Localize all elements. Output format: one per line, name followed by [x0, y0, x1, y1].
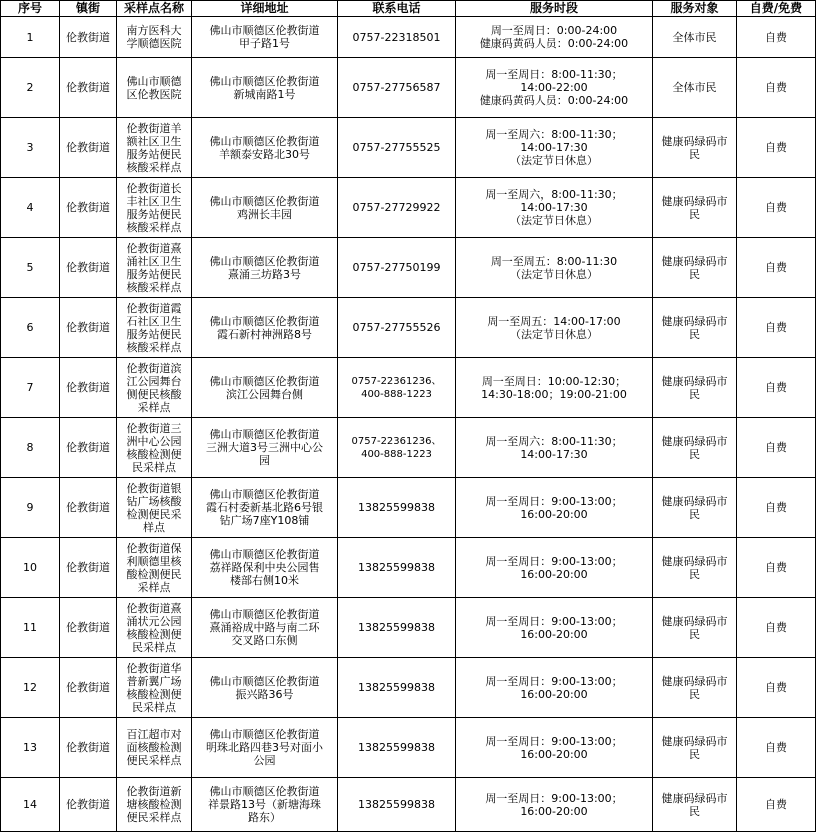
cell-address-line: 佛山市顺德区伦教街道 — [209, 74, 320, 88]
cell-address-line: 滨江公园舞台侧 — [226, 387, 303, 401]
cell-target — [653, 358, 737, 418]
cell-address-line: 佛山市顺德区伦教街道 — [209, 548, 320, 561]
cell-target-line: 健康码绿码市 — [661, 554, 728, 568]
cell-hours — [456, 598, 653, 658]
table-row — [1, 358, 816, 418]
cell-address-line: 路东） — [248, 811, 281, 824]
cell-street: 伦教街道 — [60, 238, 117, 298]
cell-address — [192, 778, 338, 832]
cell-fee: 自费 — [737, 58, 816, 118]
cell-no: 13 — [1, 718, 60, 778]
cell-name-line: 伦教街道银 — [126, 481, 182, 495]
cell-hours-line: 16:00-20:00 — [520, 687, 588, 701]
cell-hours-line: （法定节日休息） — [510, 154, 598, 167]
header-row — [1, 1, 816, 17]
cell-name-line: 服务站便民 — [126, 327, 182, 341]
cell-no: 11 — [1, 598, 60, 658]
cell-target-line: 民 — [689, 207, 700, 221]
cell-target-line: 民 — [689, 267, 700, 281]
cell-address — [192, 478, 338, 538]
cell-name-line: 核酸检测便 — [126, 627, 182, 641]
cell-address-line: 佛山市顺德区伦教街道 — [209, 134, 320, 148]
cell-name-line: 利顺德里核 — [126, 554, 182, 568]
cell-target-line: 健康码绿码市 — [661, 434, 728, 448]
cell-hours — [456, 178, 653, 238]
cell-address-line: 园 — [259, 454, 270, 467]
cell-hours-line: 周一至周日：9:00-13:00； — [485, 791, 623, 805]
cell-address-line: 三洲大道3号三洲中心公 — [206, 441, 323, 454]
cell-name — [117, 598, 192, 658]
cell-fee: 自费 — [737, 538, 816, 598]
cell-phone — [338, 418, 456, 478]
cell-phone-line: 0757-22318501 — [352, 30, 441, 44]
cell-no: 6 — [1, 298, 60, 358]
cell-address — [192, 358, 338, 418]
cell-name-line: 核酸采样点 — [126, 280, 182, 294]
cell-hours-line: （法定节日休息） — [510, 214, 598, 227]
cell-name-line: 伦教街道霞 — [126, 301, 182, 315]
cell-hours — [456, 418, 653, 478]
cell-no: 10 — [1, 538, 60, 598]
cell-address — [192, 658, 338, 718]
cell-street: 伦教街道 — [60, 118, 117, 178]
cell-name-line: 洲中心公园 — [126, 434, 182, 448]
cell-target-line: 民 — [689, 147, 700, 161]
cell-address-line: 佛山市顺德区伦教街道 — [209, 194, 320, 208]
cell-phone — [338, 718, 456, 778]
cell-name — [117, 58, 192, 118]
cell-address — [192, 118, 338, 178]
cell-name-line: 塘核酸检测 — [126, 798, 182, 811]
table-row — [1, 298, 816, 358]
cell-hours-line: 健康码黄码人员：0:00-24:00 — [479, 37, 629, 50]
cell-street: 伦教街道 — [60, 418, 117, 478]
cell-hours-line: 周一至周日：8:00-11:30； — [485, 68, 623, 81]
cell-name-line: 石社区卫生 — [126, 314, 182, 328]
header-fee: 自费/免费 — [737, 1, 816, 17]
cell-hours-line: 周一至周日：9:00-13:00； — [485, 494, 623, 508]
cell-target-line: 民 — [689, 804, 700, 818]
cell-phone — [338, 118, 456, 178]
cell-address-line: 熹涌裕成中路与南二环 — [209, 621, 320, 634]
cell-target — [653, 538, 737, 598]
cell-phone — [338, 598, 456, 658]
table-row — [1, 478, 816, 538]
cell-address-line: 祥景路13号（新塘海珠 — [208, 798, 321, 811]
cell-target-line: 健康码绿码市 — [661, 374, 728, 388]
cell-hours-line: （法定节日休息） — [510, 327, 598, 341]
cell-name-line: 伦教街道滨 — [126, 361, 182, 375]
cell-fee: 自费 — [737, 418, 816, 478]
header-no: 序号 — [1, 1, 60, 17]
cell-no: 8 — [1, 418, 60, 478]
table-row — [1, 17, 816, 58]
cell-street: 伦教街道 — [60, 778, 117, 832]
cell-address-line: 新城南路1号 — [233, 87, 296, 101]
cell-street: 伦教街道 — [60, 718, 117, 778]
cell-hours — [456, 298, 653, 358]
cell-name-line: 丰社区卫生 — [126, 194, 182, 208]
cell-target-line: 民 — [689, 747, 700, 761]
cell-address-line: 佛山市顺德区伦教街道 — [209, 488, 320, 501]
cell-street: 伦教街道 — [60, 478, 117, 538]
cell-hours — [456, 17, 653, 58]
cell-target-line: 健康码绿码市 — [661, 734, 728, 748]
cell-fee: 自费 — [737, 17, 816, 58]
cell-phone-line: 13825599838 — [358, 621, 435, 634]
cell-name-line: 样点 — [143, 520, 165, 534]
cell-hours-line: 周一至周日：9:00-13:00； — [485, 734, 623, 748]
cell-address-line: 佛山市顺德区伦教街道 — [209, 254, 320, 268]
cell-address — [192, 17, 338, 58]
cell-phone-line: 0757-27750199 — [352, 261, 441, 274]
cell-address-line: 霞石村委新基北路6号银 — [206, 501, 323, 514]
cell-hours-line: 16:00-20:00 — [520, 747, 588, 761]
cell-hours-line: 14:00-17:30 — [520, 201, 588, 214]
cell-name-line: 服务站便民 — [126, 207, 182, 221]
cell-hours-line: 周一至周五：8:00-11:30 — [490, 254, 618, 268]
cell-target-line: 民 — [689, 327, 700, 341]
cell-address-line: 羊额泰安路北30号 — [219, 147, 310, 161]
cell-street: 伦教街道 — [60, 658, 117, 718]
cell-name-line: 伦教街道熹 — [126, 241, 182, 255]
cell-address-line: 霞石新村神洲路8号 — [217, 327, 312, 341]
table-row — [1, 58, 816, 118]
cell-no: 2 — [1, 58, 60, 118]
cell-phone-line: 13825599838 — [358, 561, 435, 574]
cell-fee: 自费 — [737, 358, 816, 418]
cell-phone-line: 0757-27756587 — [352, 81, 441, 94]
cell-name-line: 额社区卫生 — [126, 134, 182, 148]
cell-address-line: 钻广场7座Y108铺 — [219, 514, 310, 527]
cell-target-line: 健康码绿码市 — [661, 614, 728, 628]
cell-name — [117, 778, 192, 832]
cell-no: 14 — [1, 778, 60, 832]
cell-name-line: 伦教街道保 — [126, 541, 182, 555]
cell-name — [117, 17, 192, 58]
cell-no: 4 — [1, 178, 60, 238]
cell-name-line: 核酸检测便 — [126, 447, 182, 461]
cell-address — [192, 718, 338, 778]
cell-phone — [338, 538, 456, 598]
cell-target-line: 民 — [689, 567, 700, 581]
cell-hours-line: 周一至周日：9:00-13:00； — [485, 554, 623, 568]
cell-phone-line: 400-888-1223 — [361, 448, 432, 460]
header-phone: 联系电话 — [338, 1, 456, 17]
cell-target-line: 健康码绿码市 — [661, 494, 728, 508]
cell-hours-line: 周一至周日：0:00-24:00 — [490, 24, 618, 37]
cell-fee: 自费 — [737, 478, 816, 538]
cell-name — [117, 298, 192, 358]
cell-no: 3 — [1, 118, 60, 178]
cell-address-line: 振兴路36号 — [235, 687, 294, 701]
cell-street: 伦教街道 — [60, 598, 117, 658]
cell-target-line: 民 — [689, 447, 700, 461]
cell-address — [192, 238, 338, 298]
cell-target — [653, 658, 737, 718]
cell-target-line: 健康码绿码市 — [661, 791, 728, 805]
cell-target-line: 全体市民 — [672, 30, 717, 44]
cell-phone-line: 0757-22361236、 — [351, 435, 442, 447]
cell-name — [117, 358, 192, 418]
cell-address-line: 公园 — [253, 754, 276, 767]
cell-name-line: 百江超市对 — [126, 728, 182, 741]
cell-name — [117, 478, 192, 538]
table-row — [1, 598, 816, 658]
cell-street: 伦教街道 — [60, 538, 117, 598]
cell-address-line: 佛山市顺德区伦教街道 — [209, 785, 320, 798]
cell-name-line: 伦教街道华 — [126, 661, 182, 675]
cell-name-line: 酸检测便民 — [126, 567, 182, 581]
cell-address-line: 熹涌三坊路3号 — [228, 267, 301, 281]
cell-hours-line: 周一至周五：14:00-17:00 — [487, 314, 621, 328]
cell-phone — [338, 238, 456, 298]
cell-fee: 自费 — [737, 598, 816, 658]
cell-address-line: 荔祥路保利中央公园售 — [209, 561, 320, 574]
cell-address-line: 鸡洲长丰园 — [237, 207, 292, 221]
cell-hours-line: 14:00-17:30 — [520, 447, 588, 461]
cell-name-line: 伦教街道新 — [126, 785, 182, 798]
cell-hours-line: 周一至周六：8:00-11:30； — [485, 434, 623, 448]
cell-name-line: 区伦教医院 — [126, 87, 182, 101]
cell-name-line: 核酸采样点 — [126, 220, 182, 234]
cell-hours — [456, 358, 653, 418]
cell-name-line: 涌社区卫生 — [126, 254, 182, 268]
table-body — [1, 17, 816, 832]
cell-target — [653, 17, 737, 58]
cell-target — [653, 298, 737, 358]
cell-no: 12 — [1, 658, 60, 718]
cell-fee: 自费 — [737, 238, 816, 298]
cell-address — [192, 598, 338, 658]
cell-address-line: 交叉路口东侧 — [231, 634, 298, 647]
table-row — [1, 658, 816, 718]
cell-street: 伦教街道 — [60, 58, 117, 118]
cell-hours-line: 周一至周六，8:00-11:30； — [485, 188, 623, 201]
cell-phone — [338, 478, 456, 538]
cell-name-line: 服务站便民 — [126, 267, 182, 281]
cell-phone — [338, 658, 456, 718]
cell-street: 伦教街道 — [60, 298, 117, 358]
cell-name-line: 民采样点 — [132, 640, 176, 654]
cell-fee: 自费 — [737, 658, 816, 718]
cell-phone-line: 0757-27755525 — [352, 141, 441, 154]
cell-hours — [456, 478, 653, 538]
cell-hours-line: 16:00-20:00 — [520, 567, 588, 581]
cell-address-line: 佛山市顺德区伦教街道 — [209, 728, 320, 741]
cell-name-line: 南方医科大 — [126, 24, 182, 37]
cell-name-line: 采样点 — [137, 580, 171, 594]
cell-fee: 自费 — [737, 118, 816, 178]
cell-address-line: 佛山市顺德区伦教街道 — [209, 374, 320, 388]
cell-no: 1 — [1, 17, 60, 58]
cell-phone-line: 0757-22361236、 — [351, 375, 442, 387]
cell-target — [653, 178, 737, 238]
cell-name-line: 钻广场核酸 — [126, 494, 182, 508]
cell-address-line: 佛山市顺德区伦教街道 — [209, 24, 320, 37]
cell-address-line: 佛山市顺德区伦教街道 — [209, 674, 320, 688]
cell-target — [653, 58, 737, 118]
cell-phone — [338, 778, 456, 832]
cell-target-line: 健康码绿码市 — [661, 134, 728, 148]
cell-no: 9 — [1, 478, 60, 538]
cell-name-line: 民采样点 — [132, 460, 176, 474]
cell-name-line: 学顺德医院 — [126, 37, 182, 50]
cell-fee: 自费 — [737, 298, 816, 358]
cell-phone-line: 13825599838 — [358, 798, 435, 811]
table-row — [1, 778, 816, 832]
cell-hours-line: 周一至周日：10:00-12:30； — [481, 374, 627, 388]
table-row — [1, 718, 816, 778]
cell-hours-line: 14:00-17:30 — [520, 141, 588, 154]
cell-name-line: 便民采样点 — [126, 754, 182, 767]
table-row — [1, 418, 816, 478]
cell-address-line: 甲子路1号 — [239, 37, 290, 50]
cell-hours — [456, 238, 653, 298]
cell-name — [117, 418, 192, 478]
table-row — [1, 178, 816, 238]
cell-hours — [456, 778, 653, 832]
cell-address-line: 佛山市顺德区伦教街道 — [209, 428, 320, 441]
cell-hours-line: （法定节日休息） — [510, 267, 598, 281]
cell-name-line: 佛山市顺德 — [126, 74, 182, 88]
cell-name-line: 核酸采样点 — [126, 160, 182, 174]
cell-name-line: 民采样点 — [132, 700, 176, 714]
cell-hours-line: 14:30-18:00；19:00-21:00 — [481, 387, 627, 401]
cell-hours — [456, 538, 653, 598]
cell-target-line: 健康码绿码市 — [661, 674, 728, 688]
cell-no: 5 — [1, 238, 60, 298]
cell-hours-line: 16:00-20:00 — [520, 627, 588, 641]
cell-phone — [338, 58, 456, 118]
cell-name-line: 伦教街道三 — [126, 421, 182, 435]
cell-hours — [456, 718, 653, 778]
cell-phone — [338, 298, 456, 358]
cell-hours-line: 周一至周日：9:00-13:00； — [485, 614, 623, 628]
cell-target-line: 民 — [689, 507, 700, 521]
cell-name-line: 江公园舞台 — [126, 374, 182, 388]
cell-target — [653, 778, 737, 832]
header-name: 采样点名称 — [117, 1, 192, 17]
cell-phone-line: 13825599838 — [358, 741, 435, 754]
cell-target-line: 健康码绿码市 — [661, 314, 728, 328]
cell-address — [192, 58, 338, 118]
cell-target-line: 全体市民 — [672, 81, 717, 94]
cell-hours-line: 14:00-22:00 — [520, 81, 588, 94]
cell-street: 伦教街道 — [60, 178, 117, 238]
table-row — [1, 238, 816, 298]
cell-name — [117, 178, 192, 238]
cell-phone-line: 400-888-1223 — [361, 388, 432, 400]
cell-address — [192, 418, 338, 478]
header-target: 服务对象 — [653, 1, 737, 17]
cell-no: 7 — [1, 358, 60, 418]
cell-fee: 自费 — [737, 178, 816, 238]
cell-target-line: 民 — [689, 627, 700, 641]
cell-name-line: 检测便民采 — [126, 507, 182, 521]
cell-target-line: 民 — [689, 387, 700, 401]
cell-phone — [338, 178, 456, 238]
cell-address-line: 明珠北路四巷3号对面小 — [206, 741, 323, 754]
cell-phone — [338, 358, 456, 418]
cell-target-line: 健康码绿码市 — [661, 194, 728, 208]
cell-name-line: 核酸采样点 — [126, 340, 182, 354]
cell-target-line: 民 — [689, 687, 700, 701]
cell-phone-line: 13825599838 — [358, 681, 435, 694]
cell-hours — [456, 118, 653, 178]
cell-target — [653, 118, 737, 178]
cell-name-line: 面核酸检测 — [126, 741, 182, 754]
cell-target — [653, 478, 737, 538]
cell-address — [192, 298, 338, 358]
cell-hours-line: 周一至周六：8:00-11:30； — [485, 128, 623, 141]
cell-address — [192, 538, 338, 598]
cell-name-line: 服务站便民 — [126, 147, 182, 161]
cell-name-line: 伦教街道羊 — [126, 121, 182, 135]
cell-name-line: 侧便民核酸 — [126, 387, 182, 401]
cell-name-line: 普新翼广场 — [126, 674, 182, 688]
cell-name-line: 采样点 — [137, 400, 171, 414]
cell-fee: 自费 — [737, 718, 816, 778]
cell-hours — [456, 658, 653, 718]
cell-phone-line: 0757-27729922 — [352, 201, 441, 214]
cell-target — [653, 238, 737, 298]
cell-name — [117, 658, 192, 718]
table-row — [1, 118, 816, 178]
cell-name-line: 核酸检测便 — [126, 687, 182, 701]
cell-target — [653, 418, 737, 478]
header-hours: 服务时段 — [456, 1, 653, 17]
cell-hours-line: 健康码黄码人员：0:00-24:00 — [479, 94, 629, 107]
cell-name — [117, 118, 192, 178]
header-address: 详细地址 — [192, 1, 338, 17]
cell-target-line: 健康码绿码市 — [661, 254, 728, 268]
cell-address-line: 楼部右侧10米 — [230, 574, 299, 587]
cell-address-line: 佛山市顺德区伦教街道 — [209, 608, 320, 621]
cell-hours-line: 16:00-20:00 — [520, 804, 588, 818]
cell-hours — [456, 58, 653, 118]
cell-name-line: 便民采样点 — [126, 811, 182, 824]
cell-address — [192, 178, 338, 238]
cell-address-line: 佛山市顺德区伦教街道 — [209, 314, 320, 328]
cell-hours-line: 16:00-20:00 — [520, 507, 588, 521]
cell-phone — [338, 17, 456, 58]
cell-target — [653, 598, 737, 658]
cell-phone-line: 13825599838 — [358, 501, 435, 514]
header-street: 镇街 — [60, 1, 117, 17]
cell-street: 伦教街道 — [60, 17, 117, 58]
cell-name-line: 涌状元公园 — [126, 614, 182, 628]
cell-hours-line: 周一至周日：9:00-13:00； — [485, 674, 623, 688]
cell-phone-line: 0757-27755526 — [352, 321, 441, 334]
cell-target — [653, 718, 737, 778]
cell-name — [117, 538, 192, 598]
cell-fee: 自费 — [737, 778, 816, 832]
cell-name-line: 伦教街道长 — [126, 181, 182, 195]
cell-name-line: 伦教街道熹 — [126, 601, 182, 615]
cell-street: 伦教街道 — [60, 358, 117, 418]
cell-name — [117, 238, 192, 298]
cell-name — [117, 718, 192, 778]
table-row — [1, 538, 816, 598]
